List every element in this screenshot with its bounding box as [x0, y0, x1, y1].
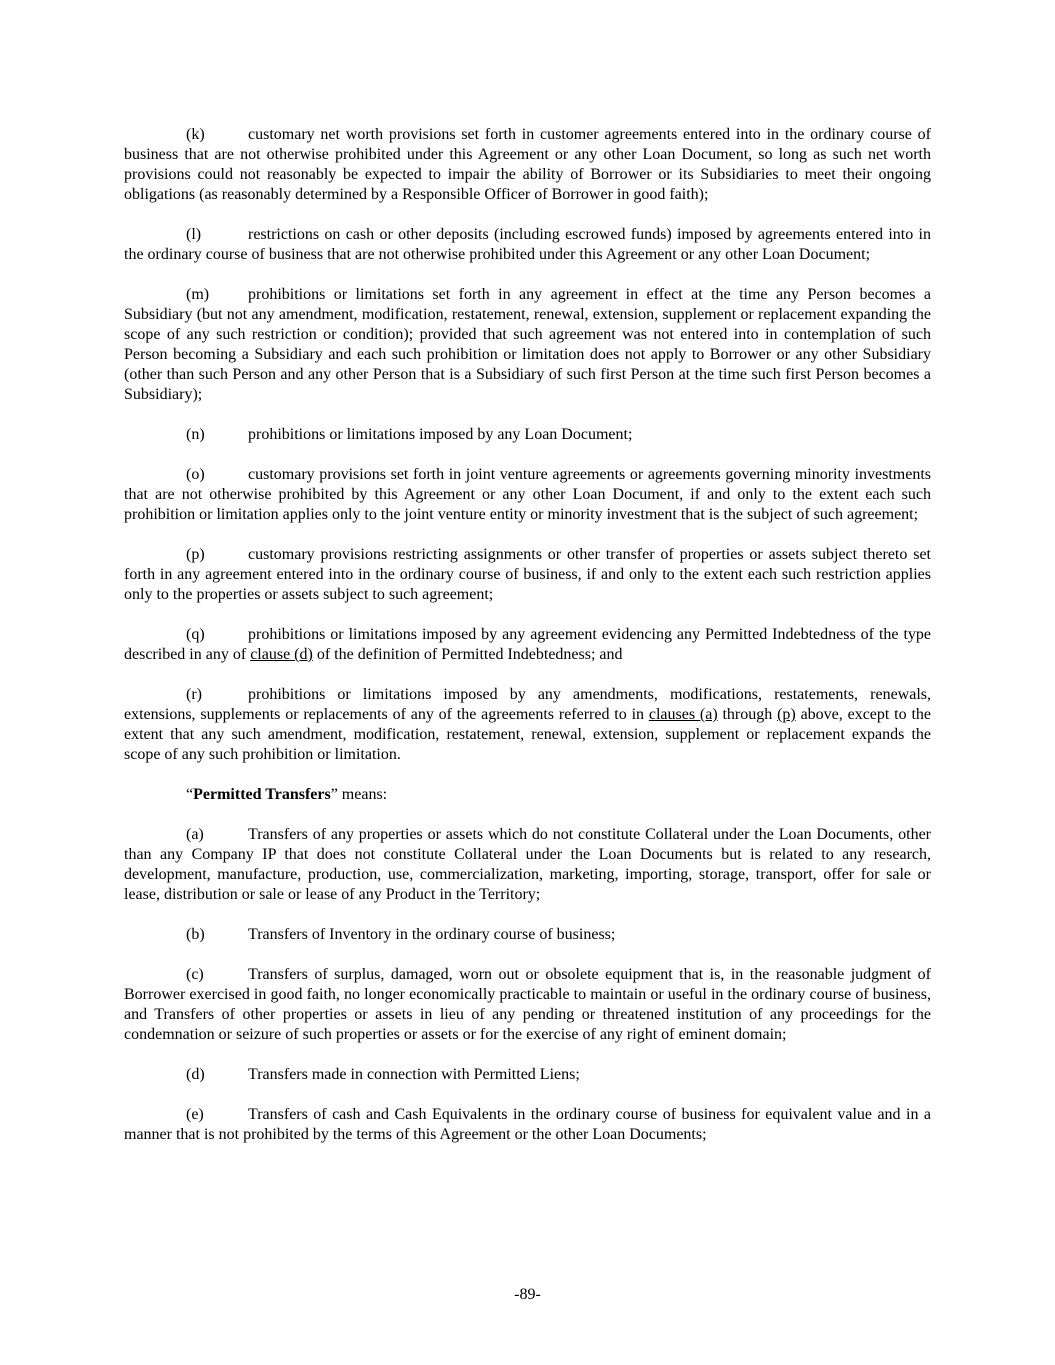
clause-text: through — [717, 706, 778, 723]
clause-text: prohibitions or limitations imposed by any amendments, modifications, restatements, renewals, extensions, supplements or replacements of any of the agreements referred to in — [124, 686, 931, 723]
clause-label: (q) — [186, 626, 205, 643]
page-number: -89- — [514, 1286, 541, 1303]
clause-o — [124, 465, 931, 525]
quote-mark: “ — [186, 786, 194, 803]
clause-text: of the definition of Permitted Indebtedness; and — [312, 646, 623, 663]
transfer-c — [124, 965, 931, 1045]
clause-label: (d) — [186, 1066, 205, 1083]
clause-text: Transfers of Inventory in the ordinary course of business; — [248, 926, 616, 943]
clause-m — [124, 285, 931, 405]
transfer-d — [124, 1065, 931, 1085]
clause-label: (r) — [186, 686, 202, 703]
definition-text: ” means: — [330, 786, 388, 803]
clause-p — [124, 545, 931, 605]
clause-text: Transfers of any properties or assets which do not constitute Collateral under the Loan Documents, other than any Company IP that does not constitute Collateral under the Loan Documents but is related to any research, development, manufacture, production, use, commercialization, marketing, importing, storage, transport, offer for sale or lease, distribution or sale or lease of any Product in the Territory; — [124, 826, 931, 903]
clause-label: (n) — [186, 426, 205, 443]
clause-label: (a) — [186, 826, 204, 843]
clause-q — [124, 625, 931, 665]
clause-label: (b) — [186, 926, 205, 943]
clause-r — [124, 685, 931, 765]
clause-text: Transfers of surplus, damaged, worn out or obsolete equipment that is, in the reasonable judgment of Borrower exercised in good faith, no longer economically practicable to maintain or useful in the ordinary course of business, and Transfers of other properties or assets in lieu of any pending or threatened institution of any proceedings for the condemnation or seizure of such properties or assets or for the exercise of any right of eminent domain; — [124, 966, 931, 1043]
clause-label: (m) — [186, 286, 210, 303]
transfer-e — [124, 1105, 931, 1145]
clause-label: (o) — [186, 466, 205, 483]
clause-label: (c) — [186, 966, 204, 983]
clause-text: prohibitions or limitations set forth in any agreement in effect at the time any Person becomes a Subsidiary (but not any amendment, modification, restatement, renewal, extension, supplement or replacement expanding the scope of any such restriction or condition); provided that such agreement was not entered into in contemplation of such Person becoming a Subsidiary and each such prohibition or limitation does not apply to Borrower or any other Subsidiary (other than such Person and any other Person that is a Subsidiary of such first Person at the time such first Person becomes a Subsidiary); — [124, 286, 931, 403]
transfer-a — [124, 825, 931, 905]
clause-text: Transfers made in connection with Permitted Liens; — [248, 1066, 580, 1083]
cross-reference-link: (p) — [777, 706, 796, 723]
clause-text: prohibitions or limitations imposed by any Loan Document; — [248, 426, 633, 443]
clause-label: (e) — [186, 1106, 204, 1123]
clause-text: prohibitions or limitations imposed by any agreement evidencing any Permitted Indebtedness of the type described in any of — [124, 626, 931, 663]
clause-label: (p) — [186, 546, 205, 563]
transfer-b — [124, 925, 931, 945]
clause-label: (k) — [186, 126, 205, 143]
clause-n — [124, 425, 931, 445]
clause-label: (l) — [186, 226, 202, 243]
cross-reference-link: clause (d) — [250, 646, 313, 663]
clause-k — [124, 125, 931, 205]
clause-text: customary net worth provisions set forth in customer agreements entered into in the ordinary course of business that are not otherwise prohibited under this Agreement or any other Loan Document, so long as such net worth provisions could not reasonably be expected to impair the ability of Borrower or its Subsidiaries to meet their ongoing obligations (as reasonably determined by a Responsible Officer of Borrower in good faith); — [124, 126, 931, 203]
document-page — [124, 125, 931, 1165]
defined-term: Permitted Transfers — [193, 786, 331, 803]
cross-reference-link: clauses (a) — [648, 706, 718, 723]
clause-text: restrictions on cash or other deposits (including escrowed funds) imposed by agreements entered into in the ordinary course of business that are not otherwise prohibited under this Agreement or any other Loan Document; — [124, 226, 931, 263]
clause-text: Transfers of cash and Cash Equivalents in the ordinary course of business for equivalent value and in a manner that is not prohibited by the terms of this Agreement or the other Loan Documents; — [124, 1106, 931, 1143]
definition-heading — [124, 785, 931, 805]
clause-l — [124, 225, 931, 265]
clause-text: customary provisions restricting assignments or other transfer of properties or assets subject thereto set forth in any agreement entered into in the ordinary course of business, if and only to the extent each such restriction applies only to the properties or assets subject to such agreement; — [124, 546, 931, 603]
clause-text: customary provisions set forth in joint venture agreements or agreements governing minority investments that are not otherwise prohibited by this Agreement or any other Loan Document, if and only to the extent each such prohibition or limitation applies only to the joint venture entity or minority investment that is the subject of such agreement; — [124, 466, 931, 523]
clause-text: above, except to the extent that any such amendment, modification, restatement, renewal, extension, supplement or replacement expands the scope of any such prohibition or limitation. — [124, 706, 932, 763]
